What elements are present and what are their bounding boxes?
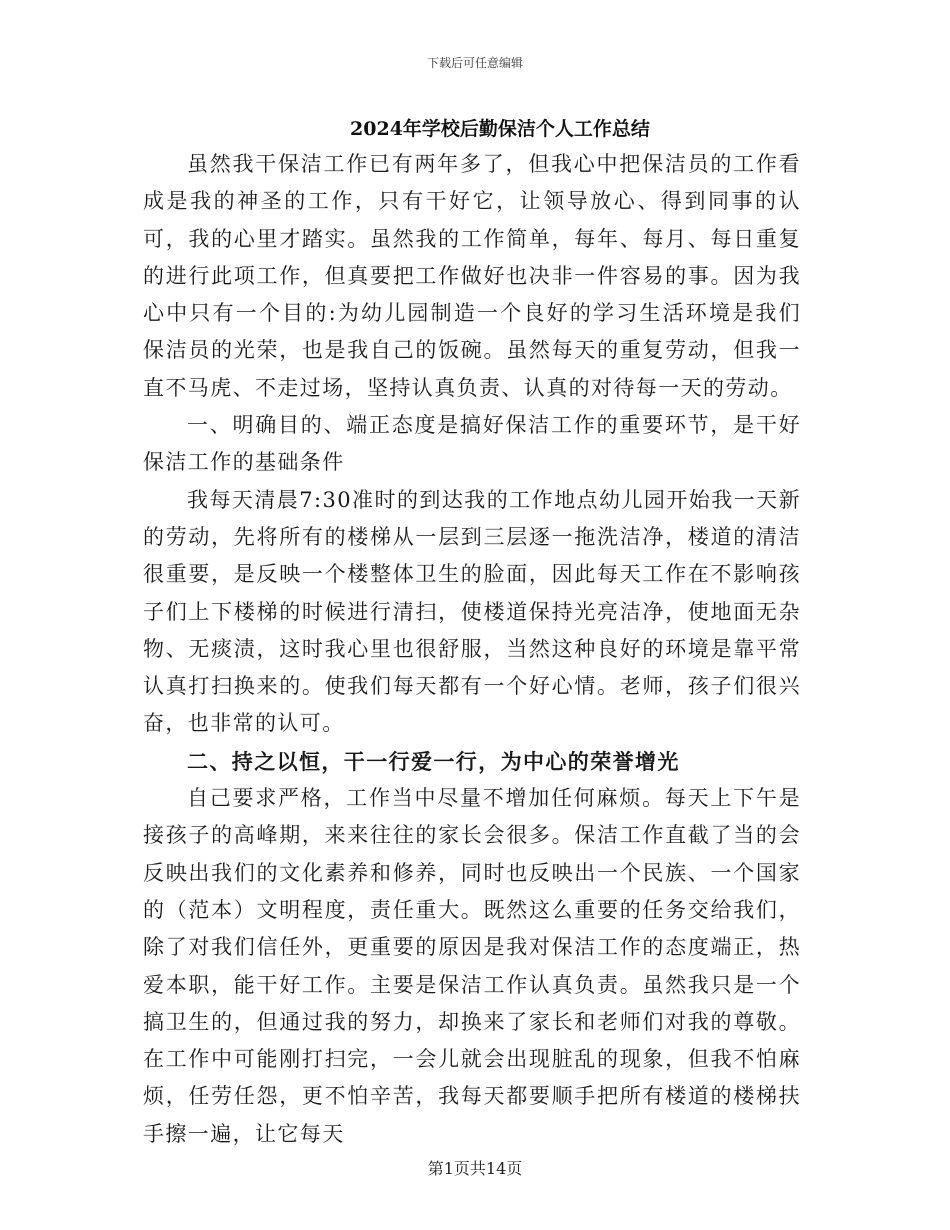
paragraph-intro: 虽然我干保洁工作已有两年多了，但我心中把保洁员的工作看成是我的神圣的工作，只有干好它，让领导放心、得到同事的认可，我的心里才踏实。虽然我的工作简单，每年、每月、每日重复的进行此项工作，但真要把工作做好也决非一件容易的事。因为我心中只有一个目的:为幼儿园制造一个良好的学习生活环境是我们保洁员的光荣，也是我自己的饭碗。虽然每天的重复劳动，但我一直不马虎、不走过场，坚持认真负责、认真的对待每一天的劳动。 [143, 152, 801, 400]
paragraph-daily-work: 我每天清晨7:30准时的到达我的工作地点幼儿园开始我一天新的劳动，先将所有的楼梯从一层到三层逐一拖洗洁净，楼道的清洁很重要，是反映一个楼整体卫生的脸面，因此每天工作在不影响孩子们上下楼梯的时候进行清扫，使楼道保持光亮洁净，使地面无杂物、无痰渍，这时我心里也很舒服，当然这种良好的环境是靠平常认真打扫换来的。使我们每天都有一个好心情。老师，孩子们很兴奋，也非常的认可。 [143, 487, 801, 736]
section-heading-two: 二、持之以恒，干一行爱一行，为中心的荣誉增光 [187, 748, 680, 774]
section-heading-one: 一、明确目的、端正态度是搞好保洁工作的重要环节，是干好保洁工作的基础条件 [143, 413, 801, 475]
page-number: 第1页共14页 [427, 1159, 523, 1178]
paragraph-self-requirement: 自己要求严格，工作当中尽量不增加任何麻烦。每天上下午是接孩子的高峰期，来来往往的家长会很多。保洁工作直截了当的会反映出我们的文化素养和修养，同时也反映出一个民族、一个国家的（范本）文明程度，责任重大。既然这么重要的任务交给我们，除了对我们信任外，更重要的原因是我对保洁工作的态度端正，热爱本职，能干好工作。主要是保洁工作认真负责。虽然我只是一个搞卫生的，但通过我的努力，却换来了家长和老师们对我的尊敬。在工作中可能刚打扫完，一会儿就会出现脏乱的现象，但我不怕麻烦，任劳任怨，更不怕辛苦，我每天都要顺手把所有楼道的楼梯扶手擦一遍，让它每天 [143, 786, 801, 1146]
document-body [143, 146, 801, 1153]
header-note: 下载后可任意编辑 [426, 56, 523, 70]
document-title: 2024年学校后勤保洁个人工作总结 [350, 118, 650, 140]
